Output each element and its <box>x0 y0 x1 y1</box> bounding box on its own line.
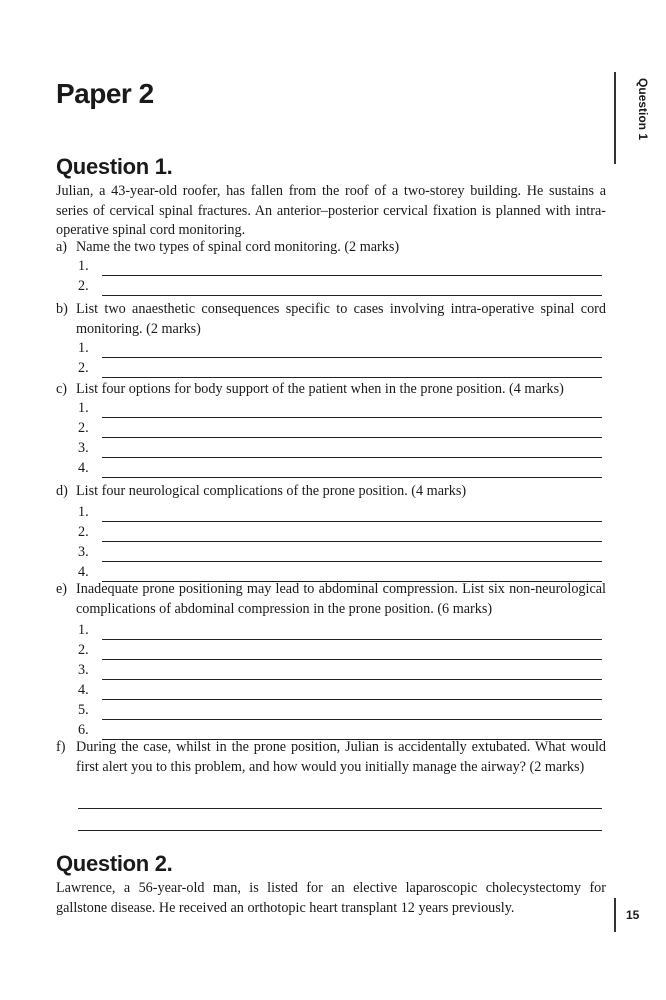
part-text: During the case, whilst in the prone position, Julian is accidentally extubated. What would first alert you to this problem, and how would you initially manage the airway? (2 marks) <box>76 739 606 775</box>
answer-line-e3[interactable] <box>78 662 602 682</box>
answer-rule <box>102 477 602 478</box>
answer-line-c1[interactable] <box>78 400 602 420</box>
answer-number: 5. <box>78 702 89 718</box>
answer-line-c3[interactable] <box>78 440 602 460</box>
part-text: Name the two types of spinal cord monitoring. (2 marks) <box>76 239 400 255</box>
answer-rule <box>102 457 602 458</box>
answer-number: 1. <box>78 340 89 356</box>
answer-rule <box>102 417 602 418</box>
part-text: Inadequate prone positioning may lead to abdominal compression. List six non-neurological complications of abdominal compression in the prone position. (6 marks) <box>76 581 606 617</box>
answer-number: 1. <box>78 400 89 416</box>
answer-line-d1[interactable] <box>78 504 602 524</box>
question1-part-b <box>56 300 606 339</box>
answer-number: 2. <box>78 360 89 376</box>
question2-intro: Lawrence, a 56-year-old man, is listed for an elective laparoscopic cholecystectomy for gallstone disease. He received an orthotopic heart transplant 12 years previously. <box>56 880 606 916</box>
answer-line-d3[interactable] <box>78 544 602 564</box>
part-text: List four options for body support of the patient when in the prone position. (4 marks) <box>76 381 564 397</box>
page-number-rule <box>614 898 616 932</box>
answer-number: 2. <box>78 642 89 658</box>
answer-number: 4. <box>78 460 89 476</box>
answer-number: 1. <box>78 258 89 274</box>
answer-rule <box>102 357 602 358</box>
answer-line-e2[interactable] <box>78 642 602 662</box>
answer-line-c2[interactable] <box>78 420 602 440</box>
question1-intro: Julian, a 43-year-old roofer, has fallen from the roof of a two-storey building. He sustains a series of cervical spinal fractures. An anterior–posterior cervical fixation is planned with intra-operative spinal cord monitoring. <box>56 183 606 238</box>
answer-number: 2. <box>78 524 89 540</box>
side-tab-label: Question 1 <box>636 78 650 141</box>
answer-number: 2. <box>78 420 89 436</box>
answer-rule <box>102 639 602 640</box>
answer-rule <box>102 295 602 296</box>
answer-line-a1[interactable] <box>78 258 602 278</box>
answer-number: 4. <box>78 682 89 698</box>
side-tab <box>614 72 666 164</box>
page-number: 15 <box>626 908 640 922</box>
answer-number: 2. <box>78 278 89 294</box>
question1-part-a <box>56 238 606 258</box>
question1-part-f <box>56 738 606 777</box>
question1-part-c <box>56 380 606 400</box>
part-text: List two anaesthetic consequences specific to cases involving intra-operative spinal cord monitoring. (2 marks) <box>76 301 606 337</box>
question1-heading: Question 1. <box>56 154 173 179</box>
question1-part-e <box>56 580 606 619</box>
answer-line-d2[interactable] <box>78 524 602 544</box>
part-letter: f) <box>56 739 66 755</box>
answer-rule <box>102 275 602 276</box>
answer-rule <box>102 719 602 720</box>
part-letter: d) <box>56 483 68 499</box>
paper-title: Paper 2 <box>56 78 154 109</box>
answer-rule <box>102 521 602 522</box>
answer-line-e4[interactable] <box>78 682 602 702</box>
answer-number: 6. <box>78 722 89 738</box>
answer-line-e1[interactable] <box>78 622 602 642</box>
answer-line-b1[interactable] <box>78 340 602 360</box>
side-tab-rule <box>614 72 616 164</box>
answer-line-e5[interactable] <box>78 702 602 722</box>
part-letter: a) <box>56 239 68 255</box>
question1-part-d <box>56 482 606 502</box>
answer-number: 1. <box>78 504 89 520</box>
answer-rule <box>102 699 602 700</box>
part-letter: e) <box>56 581 68 597</box>
question2-heading: Question 2. <box>56 851 173 876</box>
part-letter: b) <box>56 301 68 317</box>
answer-number: 4. <box>78 564 89 580</box>
answer-line-c4[interactable] <box>78 460 602 480</box>
part-text: List four neurological complications of the prone position. (4 marks) <box>76 483 467 499</box>
answer-rule <box>102 437 602 438</box>
answer-number: 1. <box>78 622 89 638</box>
answer-rule <box>102 679 602 680</box>
free-answer-line-1[interactable] <box>78 808 602 809</box>
answer-line-b2[interactable] <box>78 360 602 380</box>
answer-rule <box>102 377 602 378</box>
free-answer-line-2[interactable] <box>78 830 602 831</box>
answer-number: 3. <box>78 662 89 678</box>
answer-number: 3. <box>78 544 89 560</box>
part-letter: c) <box>56 381 68 397</box>
answer-number: 3. <box>78 440 89 456</box>
answer-rule <box>102 561 602 562</box>
answer-rule <box>102 541 602 542</box>
answer-rule <box>102 659 602 660</box>
answer-line-a2[interactable] <box>78 278 602 298</box>
